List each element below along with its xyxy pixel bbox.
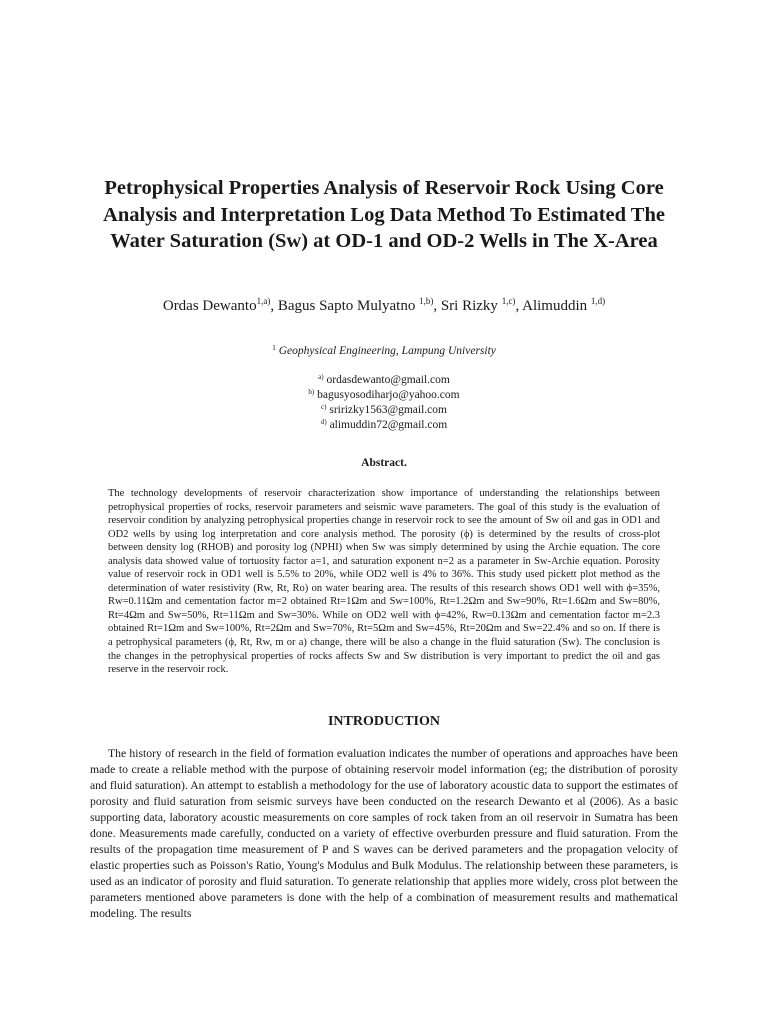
author-affiliation-mark: 1,c) <box>501 296 516 306</box>
email-line <box>200 403 568 418</box>
abstract-text: The technology developments of reservoir characterization show importance of understanding the relationships between petrophysical properties of rocks, reservoir parameters and seismic wave parameters. The goal of this study is the evaluation of reservoir condition by analyzing petrophysical properties change in reservoir rock to see the amount of Sw oil and gas in OD1 and OD2 wells by using log interpretation and core analysis method. The porosity (ϕ) is determined by the results of cross-plot between density log (RHOB) and porosity log (NPHI) when Sw was simply determined by using the Archie equation. The core analysis data showed value of tortuosity factor a=1, and saturation exponent n=2 as a parameter in Sw-Archie equation. Porosity value of reservoir rock in OD1 well is 5.5% to 20%, while OD2 well is 4% to 36%. This study used pickett plot method as the determination of water resistivity (Rw, Rt, Ro) on water bearing area. The results of this research shows OD1 well with ϕ=35%, Rw=0.11Ωm and cementation factor m=2 obtained Rt=1Ωm and Sw=100%, Rt=1.2Ωm and Sw=90%, Rt=1.6Ωm and Sw=80%, Rt=4Ωm and Sw=50%, Rt=11Ωm and Sw=30%. While on OD2 well with ϕ=42%, Rw=0.13Ωm and cementation factor m=2.3 obtained Rt=1Ωm and Sw=100%, Rt=2Ωm and Sw=70%, Rt=5Ωm and Sw=45%, Rt=20Ωm and Sw=22.4% and so on. If there is a petrophysical parameters (ϕ, Rt, Rw, m or a) change, there will be also a change in the fluid saturation (Sw). The conclusion is the changes in the petrophysical properties of rocks affects Sw and Sw distribution is very important to predict the oil and gas reserve in the reservoir rock. <box>108 488 660 676</box>
abstract-heading: Abstract. <box>361 457 407 469</box>
email-mark: c) <box>321 403 327 411</box>
email-mark: a) <box>318 373 324 381</box>
email-list <box>200 373 568 433</box>
introduction-heading: INTRODUCTION <box>327 714 440 729</box>
email-address: alimuddin72@gmail.com <box>329 419 448 431</box>
email-line <box>200 388 568 403</box>
author-name: Sri Rizky <box>440 298 498 314</box>
affiliation <box>120 343 648 359</box>
author-name: Alimuddin <box>522 298 588 314</box>
affiliation-text: Geophysical Engineering, Lampung University <box>278 345 496 357</box>
author-affiliation-mark: 1,d) <box>590 296 606 306</box>
author-name: Bagus Sapto Mulyatno <box>277 298 416 314</box>
introduction-text: The history of research in the field of formation evaluation indicates the number of operations and approaches have been made to create a reliable method with the purpose of obtaining reservoir model information (eg; the distribution of porosity and fluid saturation). An attempt to establish a methodology for the use of laboratory acoustic data to support the estimates of porosity and fluid saturation from seismic surveys have been conducted on the research Dewanto et al (2006). As a basic supporting data, laboratory acoustic measurements on core samples of rock taken from an oil reservoir in Sumatra has been done. Measurements made carefully, conducted on a variety of effective overburden pressure and fluid saturation. From the results of the propagation time measurement of P and S waves can be derived parameters and the propagation velocity of elastic properties such as Poisson's Ratio, Young's Modulus and Bulk Modulus. The relationship between these parameters, is used as an indicator of porosity and fluid saturation. To generate relationship that applies more widely, cross plot between the parameters mentioned above parameters is done with the help of a combination of measurement results and mathematical modeling. The results <box>90 747 678 921</box>
email-line <box>200 418 568 433</box>
author-name: Ordas Dewanto <box>162 298 257 314</box>
author-affiliation-mark: 1,a) <box>256 296 271 306</box>
email-line <box>200 373 568 388</box>
email-address: ordasdewanto@gmail.com <box>326 374 450 386</box>
affiliation-mark: 1 <box>272 343 276 352</box>
author-list: Ordas Dewanto$^{1,a)}$, Bagus Sapto Mulyatno $^{1,b)}$, Sri Rizky $^{1,c)}$, Alimuddin $^{1,d)}$ <box>162 296 606 314</box>
email-mark: d) <box>320 418 327 426</box>
email-address: sririzky1563@gmail.com <box>329 404 447 416</box>
email-mark: b) <box>308 388 315 396</box>
author-affiliation-mark: 1,b) <box>419 296 434 306</box>
email-address: bagusyosodiharjo@yahoo.com <box>317 389 460 401</box>
paper-title: Petrophysical Properties Analysis of Reservoir Rock Using Core Analysis and Interpretation Log Data Method To Estimated The Water Saturation (Sw) at OD-1 and OD-2 Wells in The X-Area <box>103 177 665 252</box>
